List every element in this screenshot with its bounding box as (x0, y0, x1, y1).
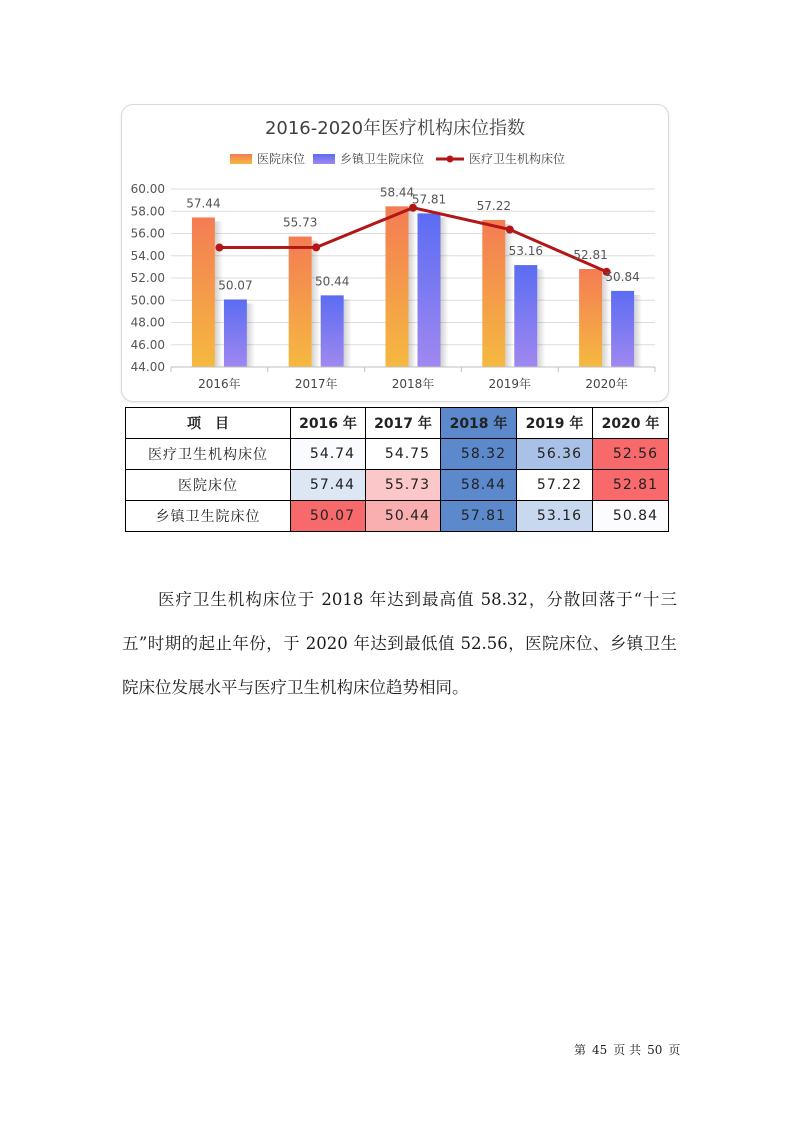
legend-item-hospital (230, 151, 305, 166)
line-point (506, 225, 514, 233)
table-cell: 53.16 (517, 501, 593, 532)
x-tick-label: 2016年 (198, 377, 241, 391)
y-tick-label: 58.00 (130, 204, 165, 219)
bar-shadow (634, 295, 642, 367)
bar-data-label: 53.16 (508, 244, 543, 259)
table-header-year: 2020 年 (593, 408, 669, 439)
bar-township (224, 299, 247, 367)
table-cell: 58.44 (441, 470, 517, 501)
table-header-year: 2018 年 (441, 408, 517, 439)
y-tick-label: 50.00 (130, 293, 165, 308)
bar-data-label: 57.81 (411, 192, 447, 207)
table-cell: 50.07 (291, 501, 366, 532)
chart-x-axis (171, 367, 655, 391)
table-cell: 57.81 (441, 501, 517, 532)
bar-data-label: 52.81 (573, 247, 608, 262)
bar-hospital (386, 206, 409, 367)
bar-hospital (579, 269, 602, 367)
legend-label: 医院床位 (257, 152, 306, 166)
x-tick-label: 2017年 (294, 377, 338, 391)
bed-index-chart (122, 105, 668, 401)
bar-township (611, 291, 634, 367)
table-header-year: 2016 年 (291, 408, 366, 439)
x-tick-label: 2020年 (585, 377, 628, 391)
table-cell: 54.75 (366, 439, 441, 470)
bar-data-label: 50.84 (605, 269, 640, 284)
table-header-year: 2017 年 (366, 408, 441, 439)
table-cell: 57.22 (517, 470, 593, 501)
table-header-year: 2019 年 (517, 408, 593, 439)
bar-township (418, 213, 441, 367)
bar-data-label: 55.73 (283, 215, 318, 230)
analysis-paragraph: 医疗卫生机构床位于 2018 年达到最高值 58.32，分散回落于“十三五”时期的起止年份，于 2020 年达到最低值 52.56，医院床位、乡镇卫生院床位发展水平与医疗卫生机构床位趋势相同。 (122, 590, 677, 697)
chart-title: 2016-2020年医疗机构床位指数 (264, 118, 526, 139)
y-tick-label: 56.00 (130, 226, 165, 241)
bar-data-label: 57.22 (476, 198, 511, 213)
x-tick-label: 2018年 (391, 377, 435, 391)
table-header-row (126, 408, 669, 439)
legend-item-township (313, 151, 424, 166)
y-tick-label: 52.00 (130, 271, 165, 285)
footer-mid: 页 共 (613, 1043, 642, 1057)
table-row (126, 439, 669, 470)
bar-shadow (602, 273, 610, 367)
bar-shadow (215, 221, 223, 367)
table-cell: 58.32 (441, 439, 517, 470)
table-cell: 56.36 (517, 439, 593, 470)
bar-township (514, 265, 537, 367)
bar-shadow (312, 241, 320, 367)
bar-data-label: 58.44 (379, 185, 415, 200)
line-point (312, 243, 320, 251)
table-cell: 52.81 (593, 470, 669, 501)
bar-township (321, 295, 344, 367)
legend-label: 乡镇卫生院床位 (340, 152, 425, 166)
legend-swatch (313, 154, 335, 164)
table-cell: 50.84 (593, 501, 669, 532)
bar-hospital (192, 217, 215, 367)
footer-page-number: 45 (592, 1043, 608, 1057)
table-cell: 50.44 (366, 501, 441, 532)
y-tick-label: 60.00 (130, 182, 165, 196)
table-cell: 55.73 (366, 470, 441, 501)
y-tick-label: 54.00 (130, 248, 165, 263)
legend-label: 医疗卫生机构床位 (469, 152, 566, 166)
footer-total-pages: 50 (647, 1043, 663, 1057)
table-row (126, 470, 669, 501)
y-tick-label: 44.00 (130, 360, 165, 374)
bar-data-label: 57.44 (186, 196, 221, 211)
footer-post: 页 (668, 1043, 681, 1057)
table-cell: 54.74 (291, 439, 366, 470)
bar-hospital (482, 220, 505, 367)
bed-index-table (125, 407, 669, 532)
bar-data-label: 50.07 (218, 278, 253, 293)
row-label: 乡镇卫生院床位 (126, 501, 291, 532)
y-tick-label: 46.00 (130, 337, 165, 352)
table-header-item: 项 目 (126, 408, 291, 439)
bar-shadow (441, 217, 449, 367)
chart-bars (192, 206, 642, 367)
table-row (126, 501, 669, 532)
x-tick-label: 2019年 (488, 377, 532, 391)
bar-data-label: 50.44 (315, 274, 350, 289)
bar-hospital (289, 237, 312, 367)
legend-marker (447, 156, 454, 163)
page-footer (571, 1041, 683, 1058)
bar-shadow (409, 210, 417, 367)
table-cell: 57.44 (291, 470, 366, 501)
legend-item-institution (436, 151, 565, 166)
row-label: 医院床位 (126, 470, 291, 501)
legend-swatch (230, 154, 252, 164)
row-label: 医疗卫生机构床位 (126, 439, 291, 470)
line-point (215, 244, 223, 252)
chart-card (121, 104, 669, 402)
bar-shadow (247, 303, 255, 367)
y-tick-label: 48.00 (130, 315, 165, 330)
chart-legend (230, 151, 565, 166)
bar-shadow (344, 299, 352, 367)
footer-pre: 第 (574, 1043, 587, 1057)
bar-shadow (537, 269, 545, 367)
table-cell: 52.56 (593, 439, 669, 470)
